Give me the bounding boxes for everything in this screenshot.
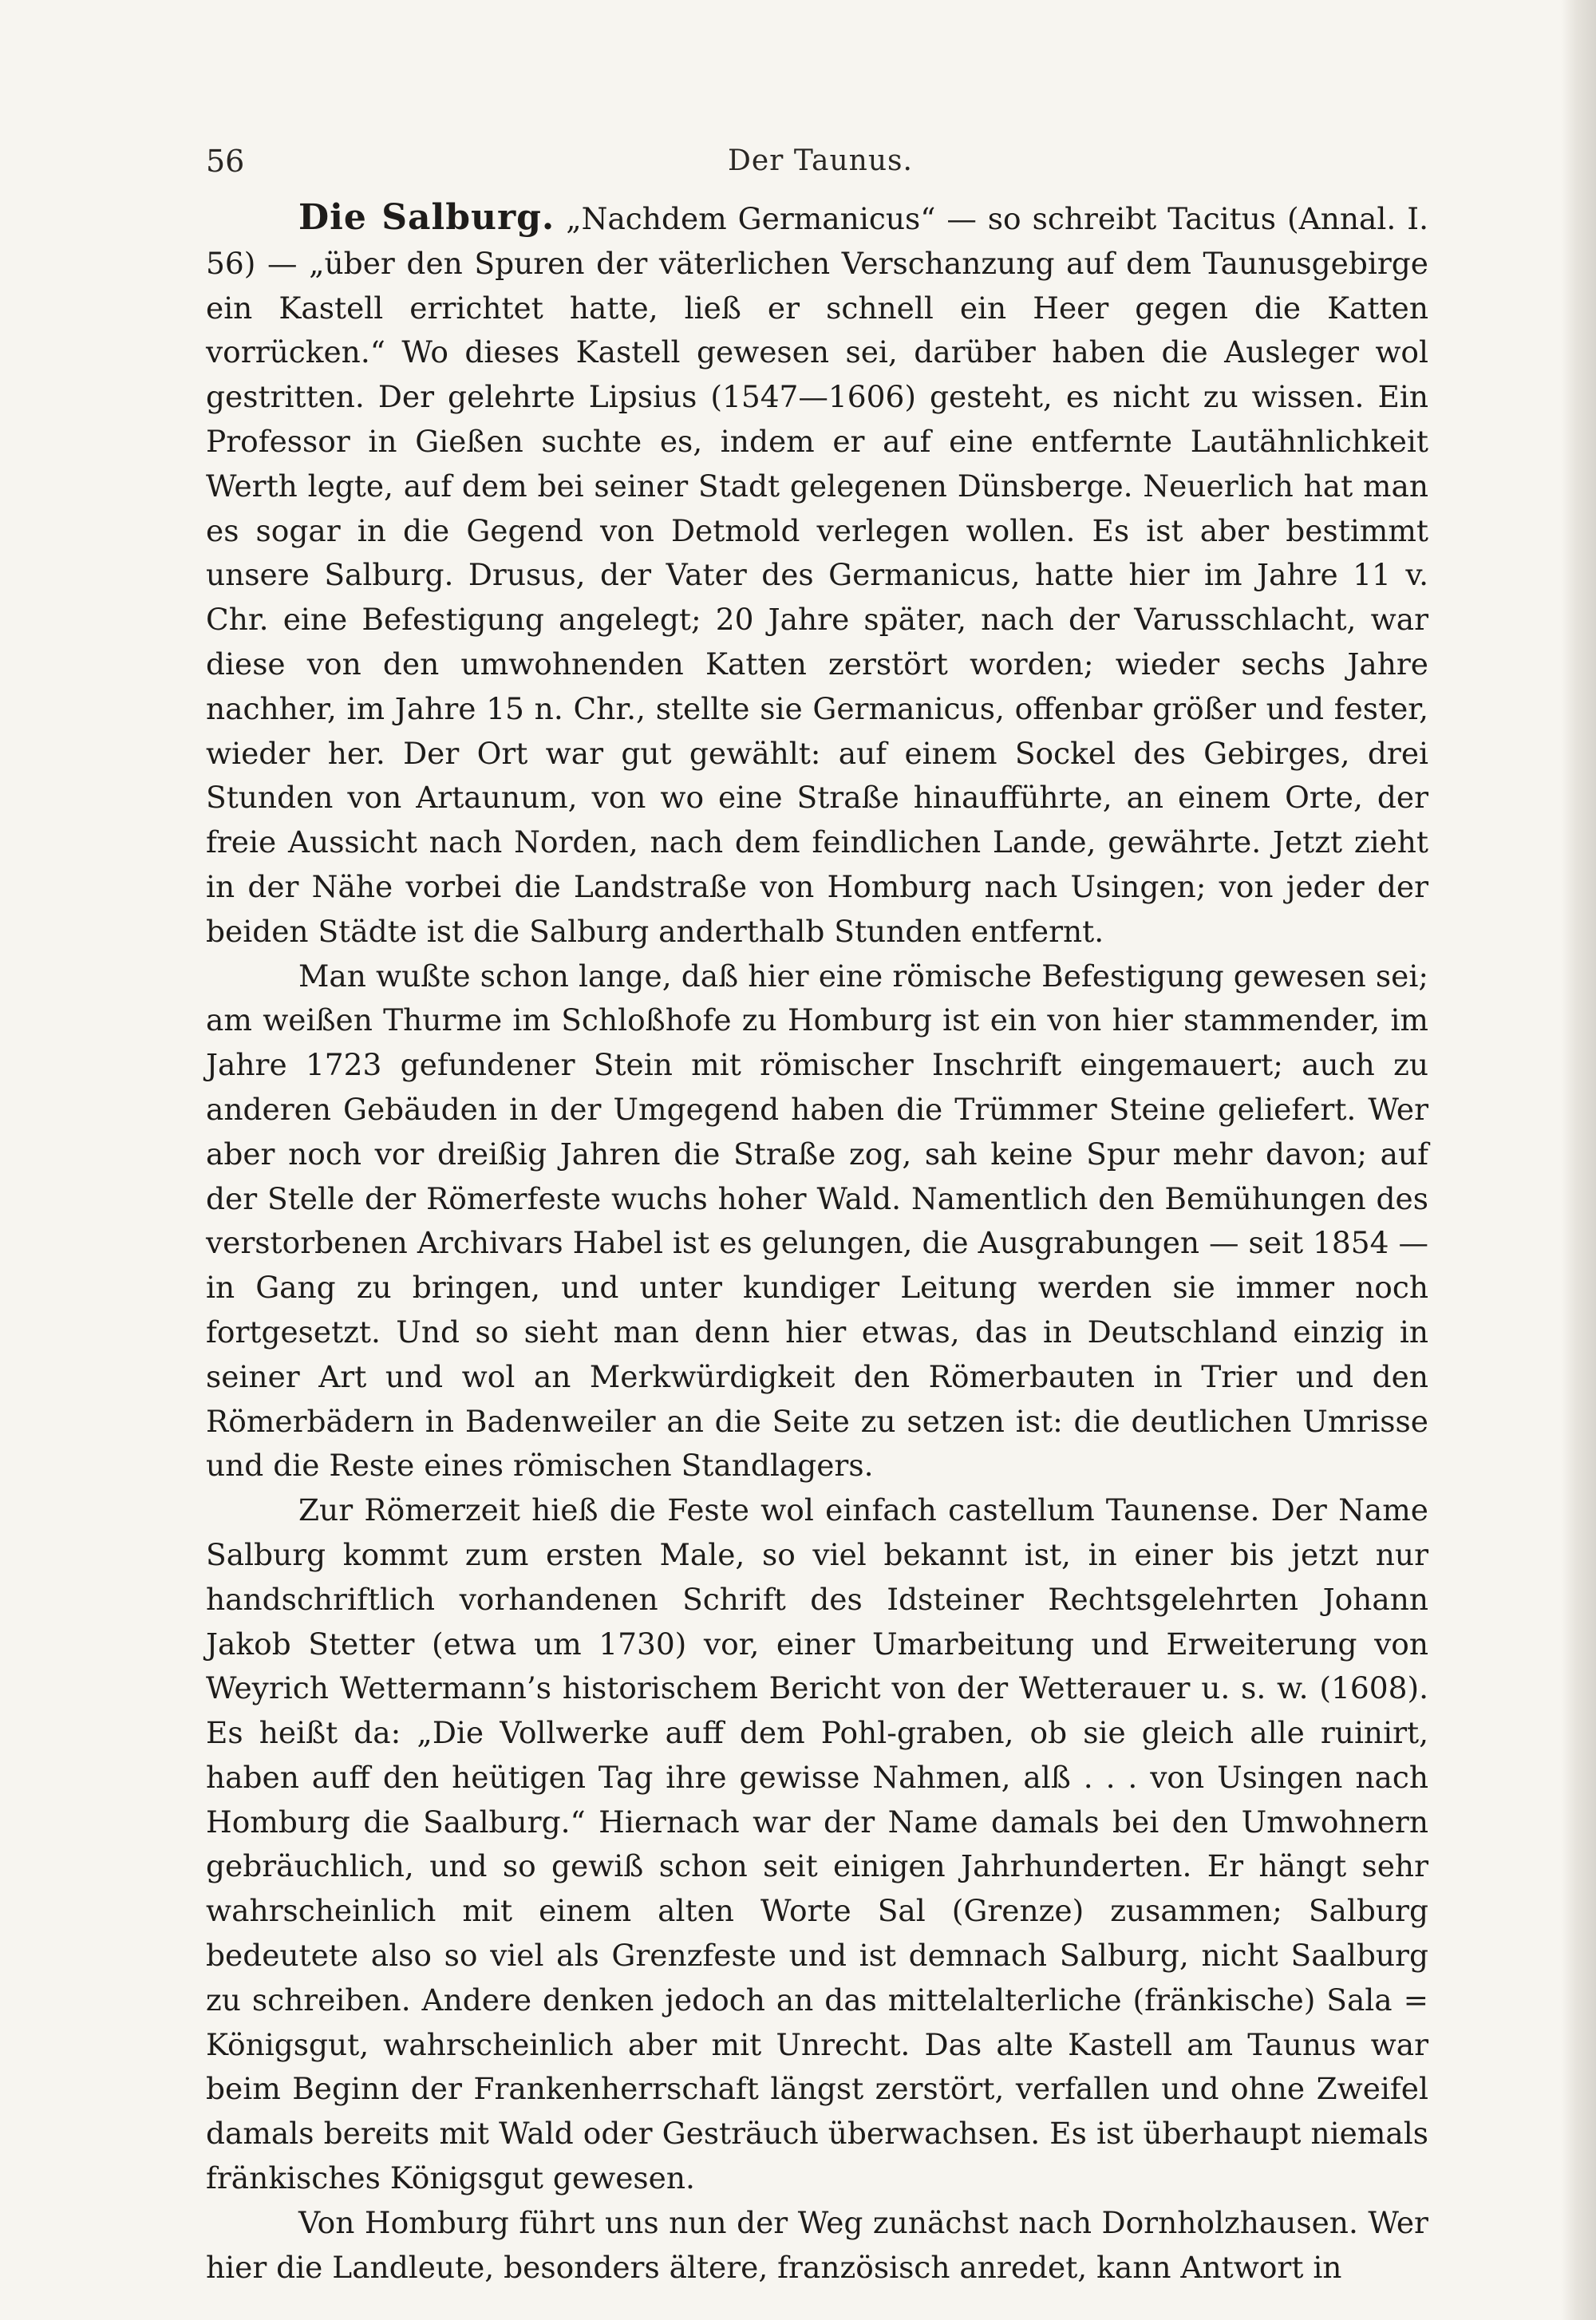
page-header [206, 137, 1435, 185]
page-gutter-shadow [1561, 0, 1596, 2320]
paragraph-4: Von Homburg führt uns nun der Weg zunächst nach Dornholzhausen. Wer hier die Landleute, besonders ältere, französisch anredet, kann Antwort in [206, 2204, 1428, 2285]
paragraph-1 [206, 196, 1428, 954]
paragraph-1-text: „Nachdem Germanicus“ — so schreibt Tacitus (Annal. I. 56) — „über den Spuren der väterlichen Verschanzung auf dem Taunusgebirge ein Kastell errichtet hatte, ließ er schnell ein Heer gegen die Katten vorrücken.“ Wo dieses Kastell gewesen sei, darüber haben die Ausleger wol gestritten. Der gelehrte Lipsius (1547—1606) gesteht, es nicht zu wissen. Ein Professor in Gießen suchte es, indem er auf eine entfernte Lautähnlichkeit Werth legte, auf dem bei seiner Stadt gelegenen Dünsberge. Neuerlich hat man es sogar in die Gegend von Detmold verlegen wollen. Es ist aber bestimmt unsere Salburg. Drusus, der Vater des Germanicus, hatte hier im Jahre 11 v. Chr. eine Befestigung angelegt; 20 Jahre später, nach der Varusschlacht, war diese von den umwohnenden Katten zerstört worden; wieder sechs Jahre nachher, im Jahre 15 n. Chr., stellte sie Germanicus, offenbar größer und fester, wieder her. Der Ort war gut gewählt: auf einem Sockel des Gebirges, drei Stunden von Artaunum, von wo eine Straße hinaufführte, an einem Orte, der freie Aussicht nach Norden, nach dem feindlichen Lande, gewährte. Jetzt zieht in der Nähe vorbei die Landstraße von Homburg nach Usingen; von jeder der beiden Städte ist die Salburg anderthalb Stunden entfernt. [206, 201, 1428, 949]
running-title: Der Taunus. [728, 144, 913, 177]
paragraph-3: Zur Römerzeit hieß die Feste wol einfach castellum Taunense. Der Name Salburg kommt zum ersten Male, so viel bekannt ist, in einer bis jetzt nur handschriftlich vorhandenen Schrift des Idsteiner Rechtsgelehrten Johann Jakob Stetter (etwa um 1730) vor, einer Umarbeitung und Erweiterung von Weyrich Wettermann’s historischem Bericht von der Wetterauer u. s. w. (1608). Es heißt da: „Die Vollwerke auff dem Pohl-graben, ob sie gleich alle ruinirt, haben auff den heütigen Tag ihre gewisse Nahmen, alß . . . von Usingen nach Homburg die Saalburg.“ Hiernach war der Name damals bei den Umwohnern gebräuchlich, und so gewiß schon seit einigen Jahrhunderten. Er hängt sehr wahrscheinlich mit einem alten Worte Sal (Grenze) zusammen; Salburg bedeutete also so viel als Grenzfeste und ist demnach Salburg, nicht Saalburg zu schreiben. Andere denken jedoch an das mittelalterliche (fränkische) Sala = Königsgut, wahrscheinlich aber mit Unrecht. Das alte Kastell am Taunus war beim Beginn der Frankenherrschaft längst zerstört, verfallen und ohne Zweifel damals bereits mit Wald oder Gesträuch überwachsen. Es ist überhaupt niemals fränkisches Königsgut gewesen. [206, 1492, 1428, 2196]
paragraph-2: Man wußte schon lange, daß hier eine römische Befestigung gewesen sei; am weißen Thurme im Schloßhofe zu Homburg ist ein von hier stammender, im Jahre 1723 gefundener Stein mit römischer Inschrift eingemauert; auch zu anderen Gebäuden in der Umgegend haben die Trümmer Steine geliefert. Wer aber noch vor dreißig Jahren die Straße zog, sah keine Spur mehr davon; auf der Stelle der Römerfeste wuchs hoher Wald. Namentlich den Bemühungen des verstorbenen Archivars Habel ist es gelungen, die Ausgrabungen — seit 1854 — in Gang zu bringen, und unter kundiger Leitung werden sie immer noch fortgesetzt. Und so sieht man denn hier etwas, das in Deutschland einzig in seiner Art und wol an Merkwürdigkeit den Römerbauten in Trier und den Römerbädern in Badenweiler an die Seite zu setzen ist: die deutlichen Umrisse und die Reste eines römischen Standlagers. [206, 958, 1428, 1484]
section-heading: Die Salburg. [298, 197, 555, 238]
page-number: 56 [206, 144, 245, 179]
body-text [206, 196, 1428, 2290]
